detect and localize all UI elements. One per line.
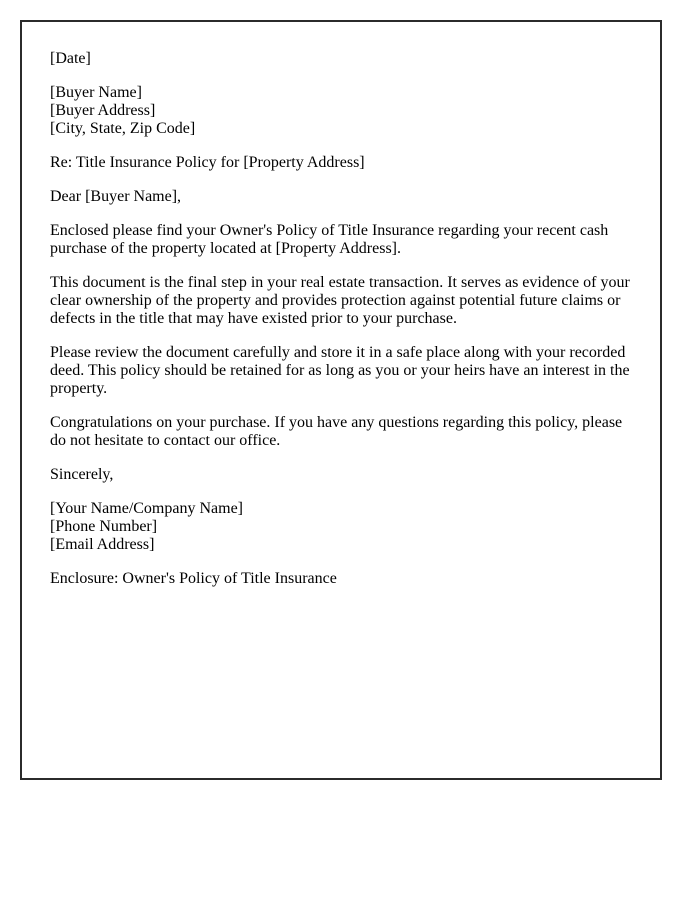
recipient-block xyxy=(50,84,632,138)
body-paragraph-review: Please review the document carefully and store it in a safe place along with your recorded deed. This policy should be retained for as long as you or your heirs have an interest in the property. xyxy=(50,344,630,397)
date-line: [Date] xyxy=(50,50,91,67)
signature-name: [Your Name/Company Name] xyxy=(50,500,244,517)
body-paragraph-enclosed: Enclosed please find your Owner's Policy of Title Insurance regarding your recent cash purchase of the property located at [Property Address]. xyxy=(50,222,609,257)
letter-document xyxy=(20,20,662,780)
signature-phone: [Phone Number] xyxy=(50,518,158,535)
body-paragraph-final-step: This document is the final step in your real estate transaction. It serves as evidence of your clear ownership of the property and provides protection against potential future claims or defects in the title that may have existed prior to your purchase. xyxy=(50,274,630,327)
signature-email: [Email Address] xyxy=(50,536,155,553)
enclosure-line: Enclosure: Owner's Policy of Title Insurance xyxy=(50,570,337,587)
body-paragraph-congratulations: Congratulations on your purchase. If you have any questions regarding this policy, please do not hesitate to contact our office. xyxy=(50,414,623,449)
subject-line: Re: Title Insurance Policy for [Property Address] xyxy=(50,154,365,171)
salutation: Dear [Buyer Name], xyxy=(50,188,182,205)
recipient-address: [Buyer Address] xyxy=(50,102,156,119)
closing-line: Sincerely, xyxy=(50,466,114,483)
recipient-name: [Buyer Name] xyxy=(50,84,142,101)
signature-block xyxy=(50,500,632,554)
recipient-city-state-zip: [City, State, Zip Code] xyxy=(50,120,196,137)
